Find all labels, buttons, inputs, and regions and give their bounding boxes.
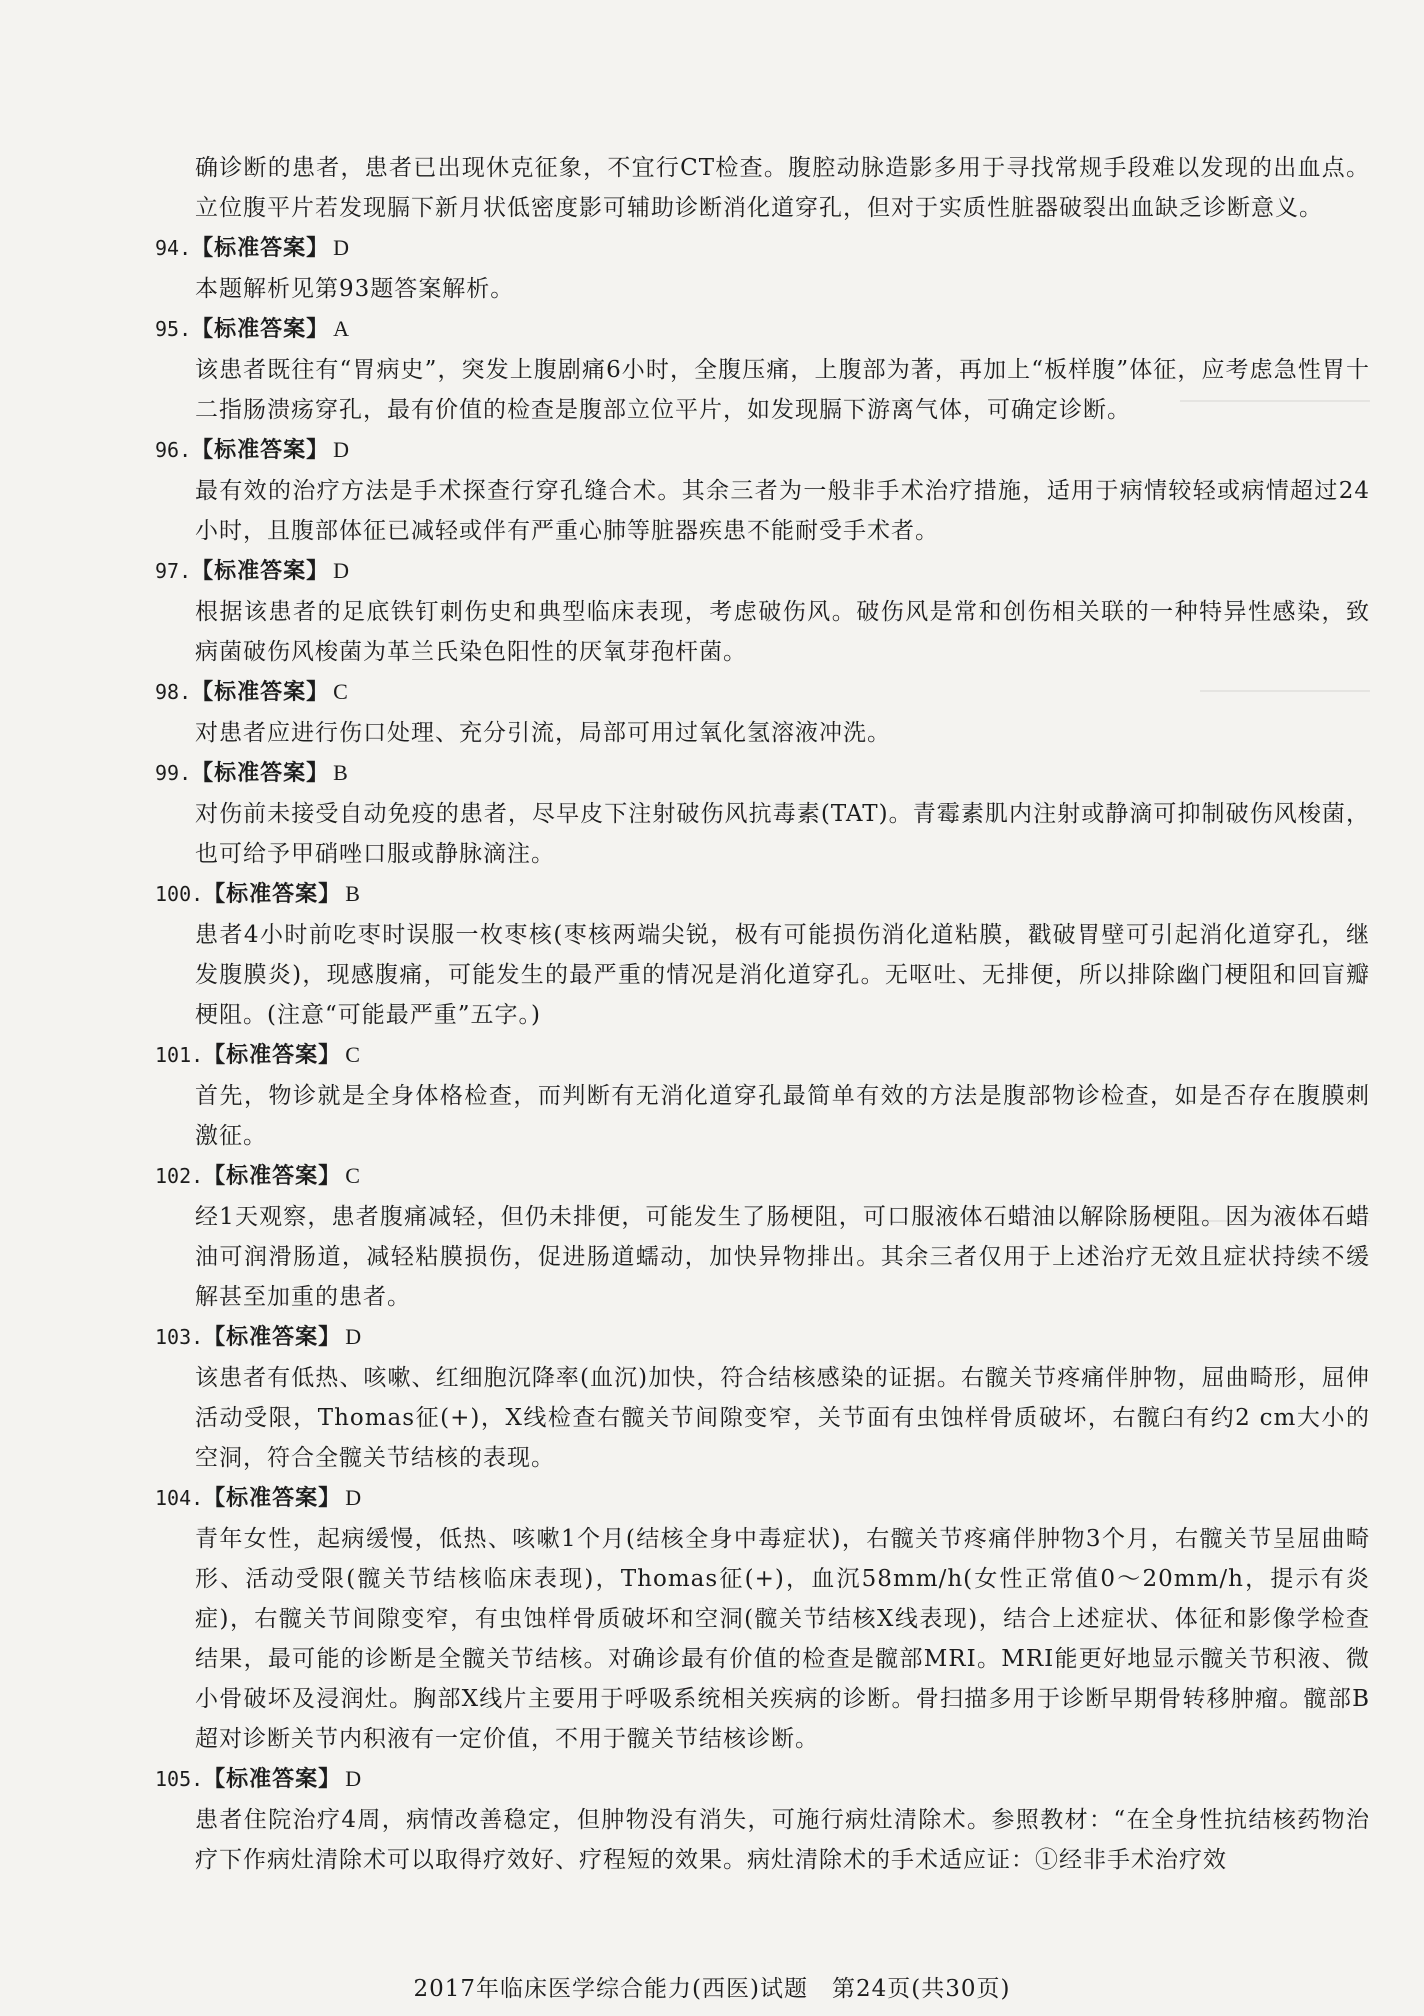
standard-answer-label: 【标准答案】 <box>191 317 330 342</box>
question-number: 99. <box>155 761 192 785</box>
standard-answer-label: 【标准答案】 <box>203 1164 342 1189</box>
standard-answer-label: 【标准答案】 <box>203 1767 342 1792</box>
answer-header <box>155 753 1370 794</box>
question-number: 95. <box>155 317 192 341</box>
answer-content <box>155 148 1370 1880</box>
question-number: 105. <box>155 1767 204 1791</box>
question-number: 98. <box>155 680 192 704</box>
answer-item <box>155 672 1370 753</box>
answer-item <box>155 874 1370 1035</box>
standard-answer-label: 【标准答案】 <box>191 559 330 584</box>
question-number: 104. <box>155 1486 204 1510</box>
answer-list <box>155 228 1370 1880</box>
answer-letter: A <box>333 316 350 341</box>
answer-letter: B <box>333 760 348 785</box>
answer-letter: D <box>345 1324 362 1349</box>
answer-letter: D <box>345 1766 362 1791</box>
answer-explanation: 对患者应进行伤口处理、充分引流，局部可用过氧化氢溶液冲洗。 <box>195 720 891 746</box>
answer-header <box>155 1478 1370 1519</box>
standard-answer-label: 【标准答案】 <box>191 438 330 463</box>
answer-header <box>155 309 1370 350</box>
answer-letter: C <box>345 1042 360 1067</box>
answer-item <box>155 1759 1370 1880</box>
standard-answer-label: 【标准答案】 <box>203 1486 342 1511</box>
answer-item <box>155 430 1370 551</box>
answer-header <box>155 551 1370 592</box>
answer-explanation: 首先，物诊就是全身体格检查，而判断有无消化道穿孔最简单有效的方法是腹部物诊检查，如是否存在腹膜刺激征。 <box>195 1083 1370 1149</box>
standard-answer-label: 【标准答案】 <box>191 761 330 786</box>
answer-header <box>155 228 1370 269</box>
answer-header <box>155 430 1370 471</box>
answer-explanation: 该患者有低热、咳嗽、红细胞沉降率(血沉)加快，符合结核感染的证据。右髋关节疼痛伴肿物，屈曲畸形，屈伸活动受限，Thomas征(+)，X线检查右髋关节间隙变窄，关节面有虫蚀样骨质破坏，右髋臼有约2 cm大小的空洞，符合全髋关节结核的表现。 <box>195 1365 1370 1471</box>
answer-item <box>155 1156 1370 1317</box>
standard-answer-label: 【标准答案】 <box>191 680 330 705</box>
answer-letter: D <box>345 1485 362 1510</box>
standard-answer-label: 【标准答案】 <box>203 882 342 907</box>
answer-explanation: 患者住院治疗4周，病情改善稳定，但肿物没有消失，可施行病灶清除术。参照教材：“在全身性抗结核药物治疗下作病灶清除术可以取得疗效好、疗程短的效果。病灶清除术的手术适应证：①经非手术治疗效 <box>195 1807 1370 1873</box>
answer-letter: B <box>345 881 360 906</box>
answer-item <box>155 228 1370 309</box>
question-number: 97. <box>155 559 192 583</box>
answer-header <box>155 672 1370 713</box>
answer-header <box>155 1759 1370 1800</box>
answer-explanation: 对伤前未接受自动免疫的患者，尽早皮下注射破伤风抗毒素(TAT)。青霉素肌内注射或静滴可抑制破伤风梭菌，也可给予甲硝唑口服或静脉滴注。 <box>195 801 1370 867</box>
page-footer <box>0 1970 1424 2003</box>
question-number: 96. <box>155 438 192 462</box>
answer-explanation: 经1天观察，患者腹痛减轻，但仍未排便，可能发生了肠梗阻，可口服液体石蜡油以解除肠梗阻。因为液体石蜡油可润滑肠道，减轻粘膜损伤，促进肠道蠕动，加快异物排出。其余三者仅用于上述治疗无效且症状持续不缓解甚至加重的患者。 <box>195 1204 1370 1310</box>
footer-title: 2017年临床医学综合能力(西医)试题 <box>413 1976 808 2002</box>
question-number: 102. <box>155 1164 204 1188</box>
standard-answer-label: 【标准答案】 <box>191 236 330 261</box>
answer-header <box>155 1035 1370 1076</box>
standard-answer-label: 【标准答案】 <box>203 1325 342 1350</box>
answer-letter: C <box>333 679 348 704</box>
answer-item <box>155 1035 1370 1156</box>
answer-header <box>155 1317 1370 1358</box>
answer-letter: D <box>333 437 350 462</box>
answer-explanation: 该患者既往有“胃病史”，突发上腹剧痛6小时，全腹压痛，上腹部为著，再加上“板样腹”体征，应考虑急性胃十二指肠溃疡穿孔，最有价值的检查是腹部立位平片，如发现膈下游离气体，可确定诊断。 <box>195 357 1370 423</box>
answer-letter: D <box>333 235 350 260</box>
question-number: 94. <box>155 236 192 260</box>
answer-explanation: 最有效的治疗方法是手术探查行穿孔缝合术。其余三者为一般非手术治疗措施，适用于病情较轻或病情超过24小时，且腹部体征已减轻或伴有严重心肺等脏器疾患不能耐受手术者。 <box>195 478 1370 544</box>
question-number: 100. <box>155 882 204 906</box>
answer-explanation: 本题解析见第93题答案解析。 <box>195 276 515 302</box>
answer-item <box>155 1317 1370 1478</box>
answer-explanation: 根据该患者的足底铁钉刺伤史和典型临床表现，考虑破伤风。破伤风是常和创伤相关联的一种特异性感染，致病菌破伤风梭菌为革兰氏染色阳性的厌氧芽孢杆菌。 <box>195 599 1370 665</box>
standard-answer-label: 【标准答案】 <box>203 1043 342 1068</box>
footer-page-number: 第24页(共30页) <box>832 1976 1011 2002</box>
answer-item <box>155 753 1370 874</box>
answer-item <box>155 551 1370 672</box>
answer-explanation: 患者4小时前吃枣时误服一枚枣核(枣核两端尖锐，极有可能损伤消化道粘膜，戳破胃壁可引起消化道穿孔，继发腹膜炎)，现感腹痛，可能发生的最严重的情况是消化道穿孔。无呕吐、无排便，所以排除幽门梗阻和回盲瓣梗阻。(注意“可能最严重”五字。) <box>195 922 1370 1028</box>
continued-explanation: 确诊断的患者，患者已出现休克征象，不宜行CT检查。腹腔动脉造影多用于寻找常规手段难以发现的出血点。立位腹平片若发现膈下新月状低密度影可辅助诊断消化道穿孔，但对于实质性脏器破裂出血缺乏诊断意义。 <box>195 155 1370 221</box>
answer-item <box>155 309 1370 430</box>
answer-explanation: 青年女性，起病缓慢，低热、咳嗽1个月(结核全身中毒症状)，右髋关节疼痛伴肿物3个月，右髋关节呈屈曲畸形、活动受限(髋关节结核临床表现)，Thomas征(+)，血沉58mm/h(女性正常值0～20mm/h，提示有炎症)，右髋关节间隙变窄，有虫蚀样骨质破坏和空洞(髋关节结核X线表现)，结合上述症状、体征和影像学检查结果，最可能的诊断是全髋关节结核。对确诊最有价值的检查是髋部MRI。MRI能更好地显示髋关节积液、微小骨破坏及浸润灶。胸部X线片主要用于呼吸系统相关疾病的诊断。骨扫描多用于诊断早期骨转移肿瘤。髋部B超对诊断关节内积液有一定价值，不用于髋关节结核诊断。 <box>195 1526 1370 1752</box>
answer-item <box>155 1478 1370 1759</box>
answer-header <box>155 1156 1370 1197</box>
question-number: 101. <box>155 1043 204 1067</box>
answer-letter: D <box>333 558 350 583</box>
question-number: 103. <box>155 1325 204 1349</box>
answer-letter: C <box>345 1163 360 1188</box>
answer-header <box>155 874 1370 915</box>
